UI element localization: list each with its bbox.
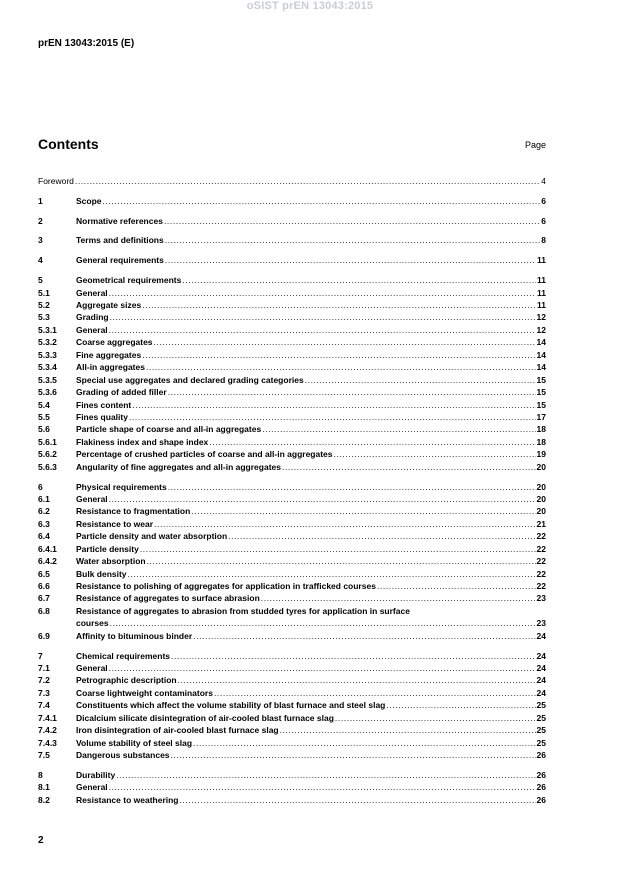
dot-leader [164,215,540,227]
toc-entry[interactable] [38,234,546,246]
dot-leader [165,254,536,266]
toc-entry-number: 7.4.2 [38,725,57,736]
dot-leader [168,386,536,398]
toc-entry-title-continued: courses [76,618,109,629]
toc-entry[interactable] [38,311,546,323]
toc-entry-page: 26 [536,750,546,761]
toc-entry-title: Grading of added filler [76,387,167,398]
toc-entry-page: 24 [536,687,546,698]
toc-entry-number: 7 [38,650,43,661]
toc-entry[interactable] [38,687,546,699]
dot-leader [280,724,536,736]
dot-leader [146,361,536,373]
toc-entry-number: 6.6 [38,581,50,592]
toc-entry-number: 5.3.5 [38,374,57,385]
toc-entry-title: General requirements [76,255,164,266]
toc-entry-number: 5.2 [38,300,50,311]
toc-entry-number: 5.3.3 [38,349,57,360]
dot-leader [75,175,540,187]
contents-header [38,136,546,154]
toc-entry-number: 6.4 [38,531,50,542]
dot-leader [335,712,536,724]
toc-entry-title: Petrographic description [76,675,177,686]
toc-entry-title: Resistance of aggregates to surface abrasion [76,593,260,604]
toc-entry-title: Fine aggregates [76,349,142,360]
toc-entry-title: Water absorption [76,556,146,567]
dot-leader [109,287,536,299]
dot-leader [214,687,536,699]
dot-leader [129,411,536,423]
toc-entry-title: Durability [76,769,116,780]
toc-entry-title: Terms and definitions [76,235,164,246]
toc-entry-title: Resistance to fragmentation [76,506,191,517]
dot-leader [282,461,536,473]
dot-leader [191,505,535,517]
toc-entry-number: 8 [38,769,43,780]
dot-leader [193,630,535,642]
toc-entry[interactable] [38,749,546,761]
toc-entry-number: 7.1 [38,663,50,674]
toc-entry-number: 5.4 [38,399,50,410]
toc-entry-title: Scope [76,195,102,206]
toc-entry[interactable] [38,662,546,674]
toc-entry[interactable] [38,386,546,398]
toc-entry-page: 6 [541,215,546,226]
dot-leader [165,234,541,246]
toc-entry-page: 20 [536,493,546,504]
toc-entry[interactable] [38,555,546,567]
toc-entry-number: 7.5 [38,750,50,761]
toc-entry-title: Fines quality [76,411,128,422]
toc-entry-number: 6.9 [38,630,50,641]
toc-entry-title: Flakiness index and shape index [76,436,209,447]
toc-entry[interactable] [38,543,546,555]
toc-entry[interactable] [38,505,546,517]
toc-entry-number: 7.4.1 [38,712,57,723]
toc-entry[interactable] [38,781,546,793]
toc-entry[interactable] [38,530,546,542]
toc-entry-number: 5.3.4 [38,362,57,373]
dot-leader [180,794,536,806]
toc-entry[interactable] [38,361,546,373]
toc-entry-page: 6 [541,195,546,206]
dot-leader [171,749,536,761]
dot-leader [147,555,536,567]
toc-entry-page: 26 [536,782,546,793]
toc-entry-title: Resistance to weathering [76,794,179,805]
toc-entry-page: 19 [536,449,546,460]
toc-entry-page: 11 [537,275,546,286]
toc-entry[interactable] [38,630,546,642]
toc-entry-number: 1 [38,195,43,206]
toc-entry-page: 23 [536,593,546,604]
toc-entry[interactable] [38,324,546,336]
toc-entry-page: 24 [536,675,546,686]
toc-entry-number: 6.1 [38,493,50,504]
toc-entry[interactable] [38,175,546,187]
dot-leader [110,617,536,629]
dot-leader [142,349,535,361]
toc-entry-title: Particle shape of coarse and all-in aggregates [76,424,262,435]
toc-entry[interactable] [38,568,546,580]
toc-entry-page: 26 [536,794,546,805]
toc-entry-title: All-in aggregates [76,362,145,373]
toc-entry-page: 24 [536,650,546,661]
toc-entry-title: General [76,663,108,674]
toc-entry-number: 3 [38,235,43,246]
toc-entry-number: 6.2 [38,506,50,517]
toc-entry-page: 21 [536,518,546,529]
toc-entry-title: Particle density [76,543,139,554]
toc-entry[interactable] [38,518,546,530]
toc-entry-number: 5.5 [38,411,50,422]
toc-entry-title: Dangerous substances [76,750,170,761]
dot-leader [386,699,535,711]
toc-entry[interactable] [38,605,546,630]
toc-entry-title: General [76,493,108,504]
toc-entry-title: Physical requirements [76,481,167,492]
dot-leader [209,436,535,448]
toc-entry-title: Dicalcium silicate disintegration of air-cooled blast furnace slag [76,712,334,723]
toc-entry[interactable] [38,374,546,386]
toc-entry-title: Particle density and water absorption [76,531,228,542]
toc-entry-page: 23 [536,618,546,629]
dot-leader [228,530,535,542]
toc-entry-page: 17 [536,411,546,422]
toc-entry-number: 5.3 [38,312,50,323]
toc-entry-page: 25 [536,700,546,711]
toc-entry-title: Resistance to wear [76,518,154,529]
page-number: 2 [38,835,44,846]
toc-entry[interactable] [38,274,546,286]
toc-entry-page: 14 [536,337,546,348]
toc-entry-title: Grading [76,312,109,323]
toc-entry-title: Percentage of crushed particles of coarse and all-in aggregates [76,449,333,460]
toc-entry-page: 12 [536,324,546,335]
toc-entry-title: Affinity to bituminous binder [76,630,193,641]
toc-entry-title: Geometrical requirements [76,275,182,286]
toc-entry[interactable] [38,769,546,781]
dot-leader [109,662,536,674]
page-column-header: Page [524,140,546,150]
toc-entry[interactable] [38,399,546,411]
toc-entry-number: 5.6 [38,424,50,435]
toc-entry-title: Angularity of fine aggregates and all-in aggregates [76,461,281,472]
toc-entry-page: 25 [536,712,546,723]
toc-entry[interactable] [38,299,546,311]
toc-entry-page: 22 [536,556,546,567]
dot-leader [116,769,535,781]
toc-entry-title: General [76,324,108,335]
toc-entry[interactable] [38,794,546,806]
toc-entry-title: Bulk density [76,568,127,579]
toc-entry-page: 18 [536,424,546,435]
toc-entry[interactable] [38,481,546,493]
toc-entry[interactable] [38,448,546,460]
toc-entry-number: 8.2 [38,794,50,805]
toc-entry[interactable] [38,737,546,749]
toc-entry-number: 5.6.3 [38,461,57,472]
toc-entry-page: 22 [536,568,546,579]
toc-entry-title: Coarse aggregates [76,337,153,348]
toc-entry-number: 4 [38,255,43,266]
toc-entry-title: Resistance of aggregates to abrasion from studded tyres for application in surface [76,605,410,616]
toc-entry[interactable] [38,724,546,736]
toc-entry-page: 24 [536,663,546,674]
toc-entry-page: 22 [536,581,546,592]
toc-entry-page: 20 [536,481,546,492]
dot-leader [377,580,536,592]
toc-entry-number: 6 [38,481,43,492]
toc-entry[interactable] [38,592,546,604]
toc-entry-title: Constituents which affect the volume stability of blast furnace and steel slag [76,700,386,711]
dot-leader [171,650,536,662]
dot-leader [109,781,536,793]
toc-entry[interactable] [38,215,546,227]
toc-entry-title: Coarse lightweight contaminators [76,687,213,698]
toc-entry-title: Volume stability of steel slag [76,737,193,748]
dot-leader [132,399,535,411]
toc-entry[interactable] [38,461,546,473]
toc-entry-title: General [76,287,108,298]
watermark-text: oSIST prEN 13043:2015 [246,0,374,12]
dot-leader [109,493,536,505]
toc-entry-number: 8.1 [38,782,50,793]
toc-entry-number: 6.5 [38,568,50,579]
dot-leader [142,299,536,311]
toc-entry-title: Special use aggregates and declared grading categories [76,374,304,385]
toc-entry[interactable] [38,650,546,662]
toc-entry[interactable] [38,336,546,348]
toc-entry-page: 25 [536,737,546,748]
toc-entry-page: 20 [536,461,546,472]
toc-entry[interactable] [38,254,546,266]
toc-entry-number: 5 [38,275,43,286]
toc-entry-number: 5.3.6 [38,387,57,398]
toc-entry-number: 7.4 [38,700,50,711]
toc-entry-number: 5.6.2 [38,449,57,460]
toc-entry-title: General [76,782,108,793]
toc-entry-number: 6.8 [38,605,50,616]
toc-entry-title: Normative references [76,215,163,226]
toc-entry[interactable] [38,674,546,686]
toc-entry-number: 6.4.1 [38,543,57,554]
dot-leader [109,324,536,336]
toc-entry-page: 11 [537,255,546,266]
toc-entry-page: 14 [536,362,546,373]
toc-entry-number: 7.3 [38,687,50,698]
toc-entry[interactable] [38,287,546,299]
dot-leader [178,674,536,686]
toc-entry[interactable] [38,195,546,207]
toc-entry-title: Iron disintegration of air-cooled blast furnace slag [76,725,279,736]
toc-entry[interactable] [38,580,546,592]
dot-leader [182,274,536,286]
dot-leader [168,481,536,493]
toc-entry-number: 6.3 [38,518,50,529]
toc-entry[interactable] [38,712,546,724]
toc-entry-number: 5.3.2 [38,337,57,348]
toc-entry-number: 6.4.2 [38,556,57,567]
toc-entry-page: 18 [536,436,546,447]
table-of-contents [38,175,546,806]
toc-entry-page: 11 [537,300,546,311]
toc-entry-page: 12 [536,312,546,323]
toc-entry-number: 2 [38,215,43,226]
dot-leader [154,336,536,348]
toc-entry-page: 15 [536,374,546,385]
toc-entry-page: 15 [536,387,546,398]
toc-entry-page: 4 [541,176,546,186]
toc-entry-title: Fines content [76,399,132,410]
toc-entry-number: 5.3.1 [38,324,57,335]
dot-leader [154,518,536,530]
dot-leader [103,195,541,207]
document-id: prEN 13043:2015 (E) [38,38,135,49]
toc-entry[interactable] [38,423,546,435]
dot-leader [334,448,536,460]
toc-entry-title: Foreword [38,176,74,186]
toc-entry[interactable] [38,493,546,505]
toc-entry-number: 5.1 [38,287,50,298]
toc-entry[interactable] [38,436,546,448]
toc-entry-page: 24 [536,630,546,641]
toc-entry[interactable] [38,349,546,361]
toc-entry-title: Resistance to polishing of aggregates for application in trafficked courses [76,581,376,592]
dot-leader [140,543,536,555]
toc-entry-page: 14 [536,349,546,360]
dot-leader [128,568,536,580]
dot-leader [262,423,535,435]
toc-entry-page: 20 [536,506,546,517]
toc-entry-page: 25 [536,725,546,736]
dot-leader [110,311,536,323]
contents-title: Contents [38,136,99,152]
toc-entry[interactable] [38,411,546,423]
toc-entry-number: 7.2 [38,675,50,686]
dot-leader [261,592,536,604]
toc-entry-page: 8 [541,235,546,246]
toc-entry-number: 5.6.1 [38,436,57,447]
toc-entry-page: 15 [536,399,546,410]
toc-entry-page: 11 [537,287,546,298]
toc-entry-page: 22 [536,543,546,554]
toc-entry[interactable] [38,699,546,711]
toc-entry-title: Chemical requirements [76,650,171,661]
toc-entry-page: 26 [536,769,546,780]
toc-entry-page: 22 [536,531,546,542]
toc-entry-title: Aggregate sizes [76,300,142,311]
toc-entry-number: 7.4.3 [38,737,57,748]
dot-leader [305,374,536,386]
toc-entry-number: 6.7 [38,593,50,604]
dot-leader [193,737,535,749]
